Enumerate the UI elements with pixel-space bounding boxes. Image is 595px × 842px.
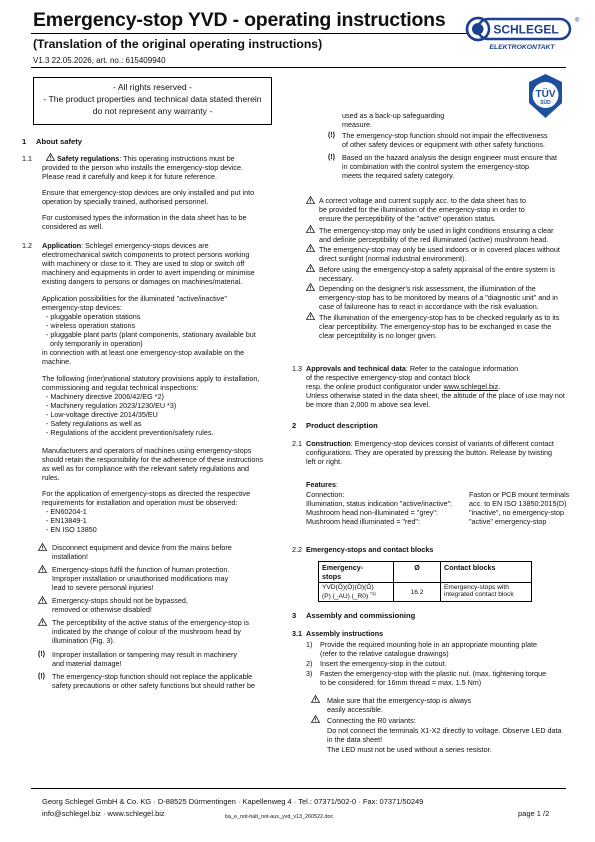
warning-text: in the data sheet! bbox=[327, 735, 383, 744]
step-number: 3) bbox=[306, 669, 313, 678]
warning-text: Connecting the R0 variants: bbox=[327, 716, 416, 725]
warning-text: installation! bbox=[52, 552, 88, 561]
text-line: configurations. They are operated by pressing the button. Release by twisting bbox=[306, 448, 552, 457]
text-line: Ensure that emergency-stop devices are only installed and put into bbox=[42, 188, 255, 197]
caution-text: of other safety devices or equipment with other safety functions. bbox=[342, 140, 545, 149]
warning-text: Emergency-stops should not be bypassed, bbox=[52, 596, 188, 605]
text-line: machinery and equipments in order to avert impending or minimise bbox=[42, 268, 255, 277]
text-line: with machinery or close to it. They are used to stop or switch off bbox=[42, 259, 245, 268]
warning-text: illumination (Fig. 3). bbox=[52, 636, 115, 645]
exclamation-icon: (!) bbox=[328, 132, 335, 139]
text-line: should retain the responsibility for the adherence of these instructions bbox=[42, 455, 263, 464]
warning-text: A correct voltage and current supply acc. to the data sheet has to bbox=[319, 196, 526, 205]
schlegel-logo bbox=[465, 14, 578, 54]
text-line: commissioning and regular technical inspections: bbox=[42, 383, 199, 392]
warning-text: be provided for the illumination of the emergency-stop in order to bbox=[319, 205, 525, 214]
list-item: - Machinery regulation 2023/1230/EU *3) bbox=[46, 401, 177, 410]
step-text: (refer to the relative catalogue drawings) bbox=[320, 649, 449, 658]
page-number: page 1 /2 bbox=[518, 809, 550, 818]
construction-title: Construction bbox=[306, 439, 351, 448]
notice-line-1: - All rights reserved - bbox=[113, 82, 192, 92]
table-header-row bbox=[319, 562, 532, 583]
warning-text: The emergency-stop may only be used in light conditions ensuring a clear bbox=[319, 226, 554, 235]
text-line: existing dangers to persons or damages on machines/material. bbox=[42, 277, 243, 286]
file-name: ba_e_not-halt_not-aus_yvd_v13_260522.doc bbox=[225, 814, 334, 820]
version-meta: V1.3 22.05.2026, art. no.: 615409940 bbox=[33, 56, 166, 65]
section-1-2-number: 1.2 bbox=[22, 241, 32, 250]
step-text: Insert the emergency-stop in the cutout. bbox=[320, 659, 447, 668]
feature-key: Mushroom head non-illuminated = "grey": bbox=[306, 508, 438, 517]
safety-regulations-para: Safety regulations: This operating instructions must be bbox=[57, 154, 235, 163]
construction-para: Construction: Emergency-stop devices consist of variants of different contact bbox=[306, 439, 554, 448]
section-1-heading: About safety bbox=[36, 137, 82, 146]
text-line: Please read it carefully and keep it for future reference. bbox=[42, 172, 217, 181]
step-text: Provide the required mounting hole in an appropriate mounting plate bbox=[320, 640, 537, 649]
section-1-number: 1 bbox=[22, 137, 27, 146]
warning-text: Depending on the designer's risk assessment, the illumination of the bbox=[319, 284, 536, 293]
feature-value: Faston or PCB mount terminals bbox=[469, 490, 570, 499]
list-item: only temporarily in operation) bbox=[50, 339, 143, 348]
table-cell: 16.2 bbox=[394, 583, 441, 602]
list-item: - Low-voltage directive 2014/35/EU bbox=[46, 410, 158, 419]
caution-text: safety precautions or other safety functions but should rather be bbox=[52, 681, 255, 690]
caution-text: and material damage! bbox=[52, 659, 122, 668]
warning-text: The LED must not be used without a series resistor. bbox=[327, 745, 492, 754]
text-line: as well as for compliance with the relevant safety regulations and bbox=[42, 464, 249, 473]
warning-icon bbox=[46, 153, 55, 161]
section-2-number: 2 bbox=[292, 421, 297, 430]
warning-text: clear perceptibility is no longer given. bbox=[319, 331, 437, 340]
text-line: Application possibilities for the illuminated "active/inactive" bbox=[42, 294, 227, 303]
warning-text: lead to severe personal injuries! bbox=[52, 583, 154, 592]
warning-icon bbox=[38, 596, 47, 604]
caution-text: meets the required safety category. bbox=[342, 171, 455, 180]
footer-address: Georg Schlegel GmbH & Co. KG · D-88525 Dürmentingen · Kapellenweg 4 · Tel.: 07371/502-0 · Fax: 07371/50249 bbox=[42, 797, 424, 806]
warning-text: indicated by the change of colour of the mushroom head by bbox=[52, 627, 241, 636]
logo-reg: ® bbox=[575, 18, 580, 24]
feature-key: Mushroom head illuminated = "red": bbox=[306, 517, 420, 526]
text-line: in connection with at least one emergency-stop available on the bbox=[42, 348, 245, 357]
list-item: - Machinery directive 2006/42/EG *2) bbox=[46, 392, 164, 401]
text-line: Unless otherwise stated in the data sheet, the altitude of the place of use may not bbox=[306, 391, 565, 400]
step-number: 1) bbox=[306, 640, 313, 649]
text-line: machine. bbox=[42, 357, 72, 366]
caution-text: The emergency-stop function should not impair the effectiveness bbox=[342, 131, 548, 140]
page-title: Emergency-stop YVD - operating instructions bbox=[33, 9, 446, 31]
text-line: For customised types the information in the data sheet has to be bbox=[42, 213, 247, 222]
caution-text: in combination with the control system the emergency-stop bbox=[342, 162, 529, 171]
text-line: operation by specially trained, authorised personnel. bbox=[42, 197, 209, 206]
warning-icon bbox=[306, 283, 315, 291]
step-number: 2) bbox=[306, 659, 313, 668]
text-line: provided to the person who installs the emergency-stop device. bbox=[42, 163, 243, 172]
text-line: of the respective emergency-stop and contact block bbox=[306, 373, 471, 382]
table-header-cell: Ø bbox=[394, 562, 441, 583]
schlegel-website-link[interactable]: www.schlegel.biz bbox=[443, 382, 499, 391]
section-3-1-heading: Assembly instructions bbox=[306, 629, 384, 638]
exclamation-icon: (!) bbox=[328, 154, 335, 161]
text-line: emergency-stop devices: bbox=[42, 303, 122, 312]
text-line: measure. bbox=[342, 120, 372, 129]
section-2-heading: Product description bbox=[306, 421, 378, 430]
warning-icon bbox=[311, 695, 320, 703]
application-para: Application: Schlegel emergency-stops devices are bbox=[42, 241, 209, 250]
list-item: - Safety regulations as well as bbox=[46, 419, 142, 428]
feature-value: "active" emergency-stop bbox=[469, 517, 547, 526]
list-item: - EN ISO 13850 bbox=[46, 525, 97, 534]
text-line: be more than 2,000 m above sea level. bbox=[306, 400, 431, 409]
warning-text: case of failureone has to react in accordance with the risk evaluation. bbox=[319, 302, 539, 311]
section-3-heading: Assembly and commissioning bbox=[306, 611, 416, 620]
warning-text: direct sunlight (normal industrial environment). bbox=[319, 254, 467, 263]
feature-key: Connection: bbox=[306, 490, 345, 499]
tuv-text: TÜV bbox=[535, 89, 556, 100]
warning-text: Make sure that the emergency-stop is always bbox=[327, 696, 472, 705]
exclamation-icon: (!) bbox=[38, 651, 45, 658]
notice-line-3: do not represent any warranty - bbox=[92, 106, 213, 116]
footer-rule bbox=[31, 788, 566, 789]
step-text: to be considered: for 16mm thread = max. 1.5 Nm) bbox=[320, 678, 482, 687]
text-line: used as a back-up safeguarding bbox=[342, 111, 445, 120]
list-item: - pluggable plant parts (plant components, stationary available but bbox=[46, 330, 256, 339]
rights-notice-box bbox=[33, 77, 272, 125]
warning-text: and definite perceptibility of the red illuminated (active) mushroom head. bbox=[319, 235, 549, 244]
caution-text: Improper installation or tampering may result in machinery bbox=[52, 650, 237, 659]
list-item: - pluggable operation stations bbox=[46, 312, 141, 321]
text-line: The following (inter)national statutory provisions apply to installation, bbox=[42, 374, 260, 383]
sud-text: SÜD bbox=[540, 100, 551, 106]
feature-value: "inactive", no emergency-stop bbox=[469, 508, 564, 517]
feature-key: Illumination, status indication "active/inactive": bbox=[306, 499, 453, 508]
warning-icon bbox=[306, 264, 315, 272]
feature-value: acc. to EN ISO 13850:2015(D) bbox=[469, 499, 567, 508]
section-3-1-number: 3.1 bbox=[292, 629, 302, 638]
warning-text: Before using the emergency-stop a safety appraisal of the entire system is bbox=[319, 265, 556, 274]
table-header-cell: Contact blocks bbox=[441, 562, 532, 583]
features-heading: Features: bbox=[306, 480, 338, 489]
logo-subtext: ELEKTROKONTAKT bbox=[489, 44, 555, 51]
list-item: - Regulations of the accident prevention/safety rules. bbox=[46, 428, 214, 437]
warning-icon bbox=[311, 715, 320, 723]
warning-text: clear perceptibility. The emergency-stop has to be exchanged in case the bbox=[319, 322, 552, 331]
warning-icon bbox=[306, 312, 315, 320]
warning-text: easily accessible. bbox=[327, 705, 383, 714]
warning-text: The perceptibility of the active status of the emergency-stop is bbox=[52, 618, 249, 627]
footer-contact[interactable]: info@schlegel.biz · www.schlegel.biz bbox=[42, 809, 165, 818]
header-rule bbox=[31, 67, 566, 68]
safety-regulations-title: Safety regulations bbox=[57, 154, 120, 163]
step-text: Fasten the emergency-stop with the plastic nut. (max. tightening torque bbox=[320, 669, 547, 678]
text-line: electromechanical switch components to protect persons working bbox=[42, 250, 250, 259]
warning-text: removed or otherwise disabled! bbox=[52, 605, 152, 614]
section-2-1-number: 2.1 bbox=[292, 439, 302, 448]
text-line: For the application of emergency-stops as directed the respective bbox=[42, 489, 251, 498]
application-title: Application bbox=[42, 241, 82, 250]
text-line: resp. the online product configurator under www.schlegel.biz. bbox=[306, 382, 501, 391]
warning-text: The emergency-stop may only be used indoors or in covered places without bbox=[319, 245, 560, 254]
section-1-3-number: 1.3 bbox=[292, 364, 302, 373]
section-3-number: 3 bbox=[292, 611, 297, 620]
warning-icon bbox=[38, 565, 47, 573]
section-2-2-number: 2.2 bbox=[292, 545, 302, 554]
warning-text: ensure the perceptibility of the "active" operation status. bbox=[319, 214, 496, 223]
text-line: Manufacturers and operators of machines using emergency-stops bbox=[42, 446, 252, 455]
table-cell: YVD(Ö)(Ö)(Ö)(Ö) (P) (_AU) (_R0) $^{*1)}$ bbox=[319, 583, 394, 602]
caution-text: The emergency-stop function should not replace the applicable bbox=[52, 672, 253, 681]
list-item: - EN60204-1 bbox=[46, 507, 87, 516]
contact-blocks-table bbox=[318, 561, 532, 602]
section-1-1-number: 1.1 bbox=[22, 154, 32, 163]
text-line: left or right. bbox=[306, 457, 342, 466]
text-line: rules. bbox=[42, 473, 60, 482]
warning-text: The illumination of the emergency-stop has to be checked regularly as to its bbox=[319, 313, 560, 322]
table-header-cell: Emergency- stops bbox=[319, 562, 394, 583]
warning-text: Disconnect equipment and device from the mains before bbox=[52, 543, 232, 552]
logo-text: SCHLEGEL bbox=[493, 22, 559, 37]
exclamation-icon: (!) bbox=[38, 673, 45, 680]
warning-text: Emergency-stops fulfil the function of human protection. bbox=[52, 565, 230, 574]
list-item: - wireless operation stations bbox=[46, 321, 136, 330]
warning-text: emergency-stop has to be monitored by means of a "diagnostic unit" and in bbox=[319, 293, 558, 302]
list-item: - EN13849-1 bbox=[46, 516, 87, 525]
warning-icon bbox=[38, 543, 47, 551]
warning-text: Do not connect the terminals X1-X2 directly to voltage. Observe LED data bbox=[327, 726, 562, 735]
page-subtitle: (Translation of the original operating instructions) bbox=[33, 37, 323, 51]
warning-icon bbox=[306, 244, 315, 252]
table-cell: Emergency-stops with integrated contact block bbox=[441, 583, 532, 602]
caution-text: Based on the hazard analysis the design engineer must ensure that bbox=[342, 153, 557, 162]
warning-text: necessary. bbox=[319, 274, 354, 283]
table-row bbox=[319, 583, 532, 602]
text-line: considered as well. bbox=[42, 222, 104, 231]
notice-line-2: - The product properties and technical data stated therein bbox=[43, 94, 262, 104]
warning-icon bbox=[38, 618, 47, 626]
tuv-sud-certification-mark bbox=[525, 73, 566, 121]
text-line: requirements for installation and operation must be observed: bbox=[42, 498, 238, 507]
approvals-title: Approvals and technical data bbox=[306, 364, 406, 373]
warning-icon bbox=[306, 225, 315, 233]
warning-text: Improper installation or unauthorised modifications may bbox=[52, 574, 229, 583]
warning-icon bbox=[306, 196, 315, 204]
approvals-para: Approvals and technical data: Refer to the catalogue information bbox=[306, 364, 519, 373]
section-2-2-heading: Emergency-stops and contact blocks bbox=[306, 545, 434, 554]
